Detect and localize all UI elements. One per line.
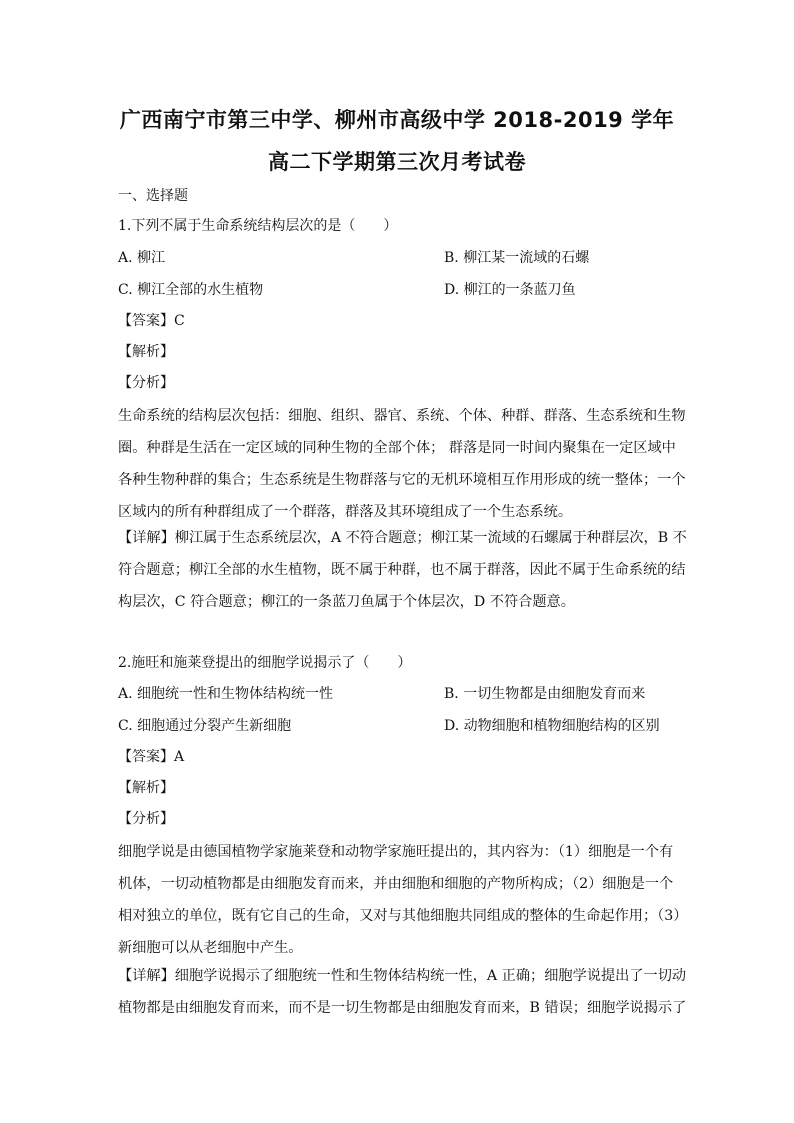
q2-analysis-line: 机体，一切动植物都是由细胞发育而来，并由细胞和细胞的产物所构成；（2）细胞是一个 <box>118 876 674 892</box>
exam-title-line2: 高二下学期第三次月考试卷 <box>268 150 526 174</box>
q2-stem: 2.施旺和施莱登提出的细胞学说揭示了（ ） <box>118 655 412 671</box>
q1-stem: 1.下列不属于生命系统结构层次的是（ ） <box>118 218 398 234</box>
q1-detail-line: 符合题意；柳江全部的水生植物，既不属于种群，也不属于群落，因此不属于生命系统的结 <box>118 562 686 578</box>
q1-analysis-line: 各种生物种群的集合；生态系统是生物群落与它的无机环境相互作用形成的统一整体；一个 <box>118 472 686 488</box>
q2-answer: 【答案】A <box>118 749 185 765</box>
q2-option-c: C. 细胞通过分裂产生新细胞 <box>118 718 292 734</box>
q1-analysis <box>118 400 686 528</box>
q1-jiexi-label: 【解析】 <box>118 344 174 360</box>
q1-analysis-line: 区域内的所有种群组成了一个群落，群落及其环境组成了一个生态系统。 <box>118 504 573 520</box>
q2-detail <box>118 960 687 1024</box>
q1-detail-line: 【详解】柳江属于生态系统层次，A 不符合题意；柳江某一流域的石螺属于种群层次，B 不 <box>118 530 687 546</box>
q1-answer: 【答案】C <box>118 313 185 329</box>
q2-option-b: B. 一切生物都是由细胞发育而来 <box>444 686 646 702</box>
q2-option-a: A. 细胞统一性和生物体结构统一性 <box>118 686 334 702</box>
q2-analysis-line: 细胞学说是由德国植物学家施莱登和动物学家施旺提出的，其内容为：（1）细胞是一个有 <box>118 844 674 860</box>
q2-detail-line: 植物都是由细胞发育而来，而不是一切生物都是由细胞发育而来，B 错误；细胞学说揭示了 <box>118 1000 687 1016</box>
q1-detail-line: 构层次，C 符合题意；柳江的一条蓝刀鱼属于个体层次，D 不符合题意。 <box>118 594 575 610</box>
q1-option-c: C. 柳江全部的水生植物 <box>118 282 264 298</box>
q1-analysis-line: 圈。种群是生活在一定区域的同种生物的全部个体； 群落是同一时间内聚集在一定区域中 <box>118 440 676 456</box>
q2-analysis <box>118 836 688 964</box>
q1-fenxi-label: 【分析】 <box>118 375 174 391</box>
q1-analysis-line: 生命系统的结构层次包括：细胞、组织、器官、系统、个体、种群、群落、生态系统和生物 <box>118 408 686 424</box>
q2-analysis-line: 新细胞可以从老细胞中产生。 <box>118 940 303 956</box>
q2-fenxi-label: 【分析】 <box>118 811 174 827</box>
q1-option-d: D. 柳江的一条蓝刀鱼 <box>444 282 576 298</box>
q1-option-a: A. 柳江 <box>118 250 166 266</box>
q2-option-d: D. 动物细胞和植物细胞结构的区别 <box>444 718 660 734</box>
q2-jiexi-label: 【解析】 <box>118 780 174 796</box>
q2-detail-line: 【详解】细胞学说揭示了细胞统一性和生物体结构统一性，A 正确；细胞学说提出了一切动 <box>118 968 687 984</box>
section-heading: 一、选择题 <box>118 188 188 204</box>
q1-option-b: B. 柳江某一流域的石螺 <box>444 250 590 266</box>
exam-title-line1: 广西南宁市第三中学、柳州市高级中学 2018-2019 学年 <box>119 108 675 132</box>
q1-detail <box>118 522 687 618</box>
q2-analysis-line: 相对独立的单位，既有它自己的生命，又对与其他细胞共同组成的整体的生命起作用；（3） <box>118 908 688 924</box>
